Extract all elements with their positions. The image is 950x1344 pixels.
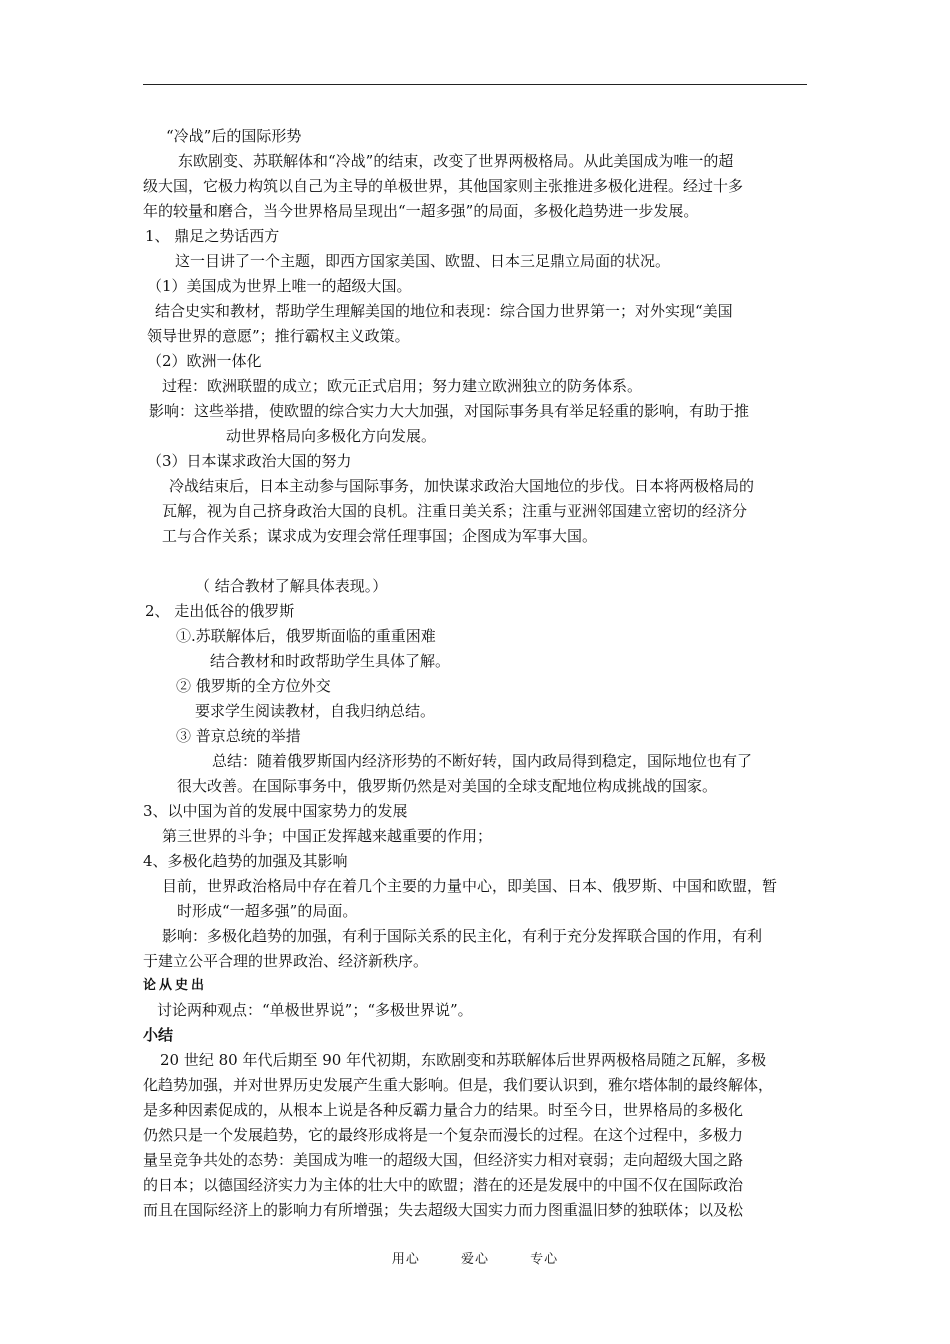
- summary-line-6: 的日本；以德国经济实力为主体的壮大中的欧盟；潜在的还是发展中的中国不仅在国际政治: [143, 1176, 744, 1194]
- s1-p3-heading: （3）日本谋求政治大国的努力: [147, 452, 352, 470]
- summary-line-4: 仍然只是一个发展趋势，它的最终形成将是一个复杂而漫长的过程。在这个过程中，多极力: [143, 1126, 744, 1144]
- s1-p2-process: 过程：欧洲联盟的成立；欧元正式启用；努力建立欧洲独立的防务体系。: [162, 377, 643, 395]
- summary-line-3: 是多种因素促成的，从根本上说是各种反霸力量合力的结果。时至今日，世界格局的多极化: [143, 1101, 744, 1119]
- s3-line: 第三世界的斗争；中国正发挥越来越重要的作用；: [162, 827, 493, 845]
- s4-effect-line-2: 于建立公平合理的世界政治、经济新秩序。: [143, 952, 429, 970]
- s2-item-2: ② 俄罗斯的全方位外交: [176, 677, 331, 695]
- s1-p2-effect-1: 影响：这些举措，使欧盟的综合实力大大加强，对国际事务具有举足轻重的影响，有助于推: [149, 402, 750, 420]
- s1-p1-line-1: 结合史实和教材，帮助学生理解美国的地位和表现：综合国力世界第一；对外实现“美国: [155, 302, 733, 320]
- summary-line-2: 化趋势加强，并对世界历史发展产生重大影响。但是，我们要认识到，雅尔塔体制的最终解体，: [143, 1076, 774, 1094]
- section-4-heading: 4、多极化趋势的加强及其影响: [143, 852, 348, 870]
- s1-p2-effect-2: 动世界格局向多极化方向发展。: [226, 427, 437, 445]
- header-rule: [143, 84, 807, 85]
- doc-title: “冷战”后的国际形势: [166, 127, 302, 145]
- summary-heading: 小结: [143, 1026, 174, 1044]
- section-3-heading: 3、以中国为首的发展中国家势力的发展: [143, 802, 408, 820]
- summary-line-5: 量呈竞争共处的态势：美国成为唯一的超级大国，但经济实力相对衰弱；走向超级大国之路: [143, 1151, 744, 1169]
- section-1-desc: 这一目讲了一个主题，即西方国家美国、欧盟、日本三足鼎立局面的状况。: [175, 252, 671, 270]
- s2-item-3-line-1: 总结：随着俄罗斯国内经济形势的不断好转，国内政局得到稳定，国际地位也有了: [212, 752, 753, 770]
- s4-now-line-2: 时形成“一超多强”的局面。: [177, 902, 358, 920]
- s1-p3-line-2: 瓦解，视为自己挤身政治大国的良机。注重日美关系；注重与亚洲邻国建立密切的经济分: [162, 502, 748, 520]
- discuss-heading: 论从史出: [143, 978, 208, 993]
- s4-now-line-1: 目前，世界政治格局中存在着几个主要的力量中心，即美国、日本、俄罗斯、中国和欧盟，暂: [162, 877, 778, 895]
- s1-p2-heading: （2）欧洲一体化: [147, 352, 262, 370]
- page-footer: [0, 1248, 950, 1267]
- intro-line-2: 级大国，它极力构筑以自己为主导的单极世界，其他国家则主张推进多极化进程。经过十多: [143, 177, 744, 195]
- section-2-heading: 2、 走出低谷的俄罗斯: [145, 602, 295, 620]
- summary-line-1: 20 世纪 80 年代后期至 90 年代初期，东欧剧变和苏联解体后世界两极格局随之瓦解，多极: [160, 1051, 767, 1069]
- s2-item-1-note: 结合教材和时政帮助学生具体了解。: [210, 652, 451, 670]
- summary-line-7: 而且在国际经济上的影响力有所增强；失去超级大国实力而力图重温旧梦的独联体；以及松: [143, 1201, 744, 1219]
- s1-p1-heading: （1）美国成为世界上唯一的超级大国。: [147, 277, 412, 295]
- s1-p1-line-2: 领导世界的意愿”；推行霸权主义政策。: [147, 327, 410, 345]
- intro-line-3: 年的较量和磨合，当今世界格局呈现出“一超多强”的局面，多极化趋势进一步发展。: [143, 202, 699, 220]
- footer-item-2: 爱心: [460, 1252, 489, 1267]
- section-1-heading: 1、 鼎足之势话西方: [145, 227, 280, 245]
- discuss-line: 讨论两种观点：“单极世界说”；“多极世界说”。: [157, 1001, 473, 1019]
- s2-item-3-line-2: 很大改善。在国际事务中，俄罗斯仍然是对美国的全球支配地位构成挑战的国家。: [177, 777, 718, 795]
- footer-item-3: 专心: [530, 1252, 559, 1267]
- s1-p3-line-1: 冷战结束后，日本主动参与国际事务，加快谋求政治大国地位的步伐。日本将两极格局的: [169, 477, 755, 495]
- footer-item-1: 用心: [391, 1252, 420, 1267]
- s1-note: （ 结合教材了解具体表现。）: [195, 577, 388, 595]
- s2-item-3: ③ 普京总统的举措: [176, 727, 301, 745]
- s2-item-1: ①.苏联解体后，俄罗斯面临的重重困难: [176, 627, 436, 645]
- s4-effect-line-1: 影响：多极化趋势的加强，有利于国际关系的民主化，有利于充分发挥联合国的作用，有利: [162, 927, 763, 945]
- intro-line-1: 东欧剧变、苏联解体和“冷战”的结束，改变了世界两极格局。从此美国成为唯一的超: [178, 152, 734, 170]
- s1-p3-line-3: 工与合作关系；谋求成为安理会常任理事国；企图成为军事大国。: [162, 527, 598, 545]
- s2-item-2-note: 要求学生阅读教材，自我归纳总结。: [195, 702, 436, 720]
